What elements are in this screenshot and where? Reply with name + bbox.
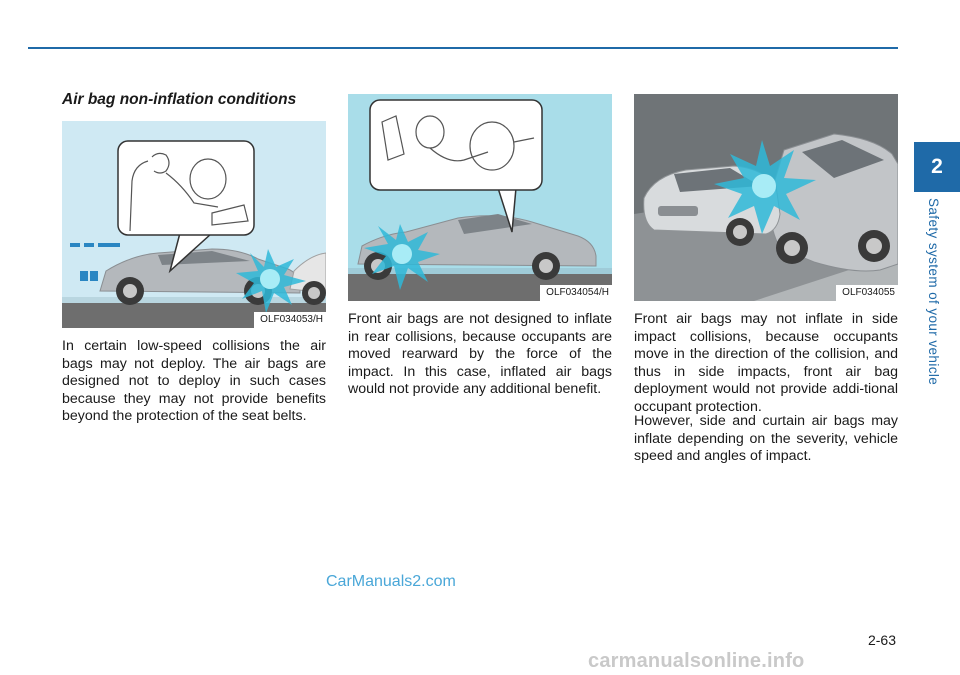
paragraph: Front air bags may not inflate in side impact collisions, because occupants move in the direction of the collision, and thus in side impacts, front air bag deployment would not provide addi-tional occupant protection. [634,311,898,415]
page-number: 2-63 [867,632,896,648]
paragraph: However, side and curtain air bags may inflate depending on the severity, vehicle speed and angles of impact. [634,413,898,465]
figure-code: OLF034053/H [254,312,326,328]
figure-rear-collision [348,94,612,301]
figure-low-speed-collision [62,121,326,328]
rear-collision-illustration [348,94,612,301]
section-title: Air bag non-inflation conditions [62,91,297,108]
figure-code: OLF034054/H [540,285,612,301]
figure-code: OLF034055 [836,285,898,301]
paragraph: Front air bags are not designed to inflate in rear collisions, because occupants are moved rearward by the force of the impact. In this case, inflated air bags would not provide any additional benefit. [348,311,612,398]
watermark-link[interactable]: CarManuals2.com [326,573,456,590]
watermark-footer: carmanualsonline.info [588,650,805,672]
side-impact-illustration [634,94,898,301]
chapter-tab[interactable]: 2 [914,142,960,192]
low-speed-collision-illustration [62,121,326,328]
chapter-label: Safety system of your vehicle [926,198,941,386]
paragraph: In certain low-speed collisions the air bags may not deploy. The air bags are designed not to deploy in such cases because they may not provide benefits beyond the protection of the seat belts. [62,338,326,425]
figure-side-impact [634,94,898,301]
header-rule [28,47,898,49]
